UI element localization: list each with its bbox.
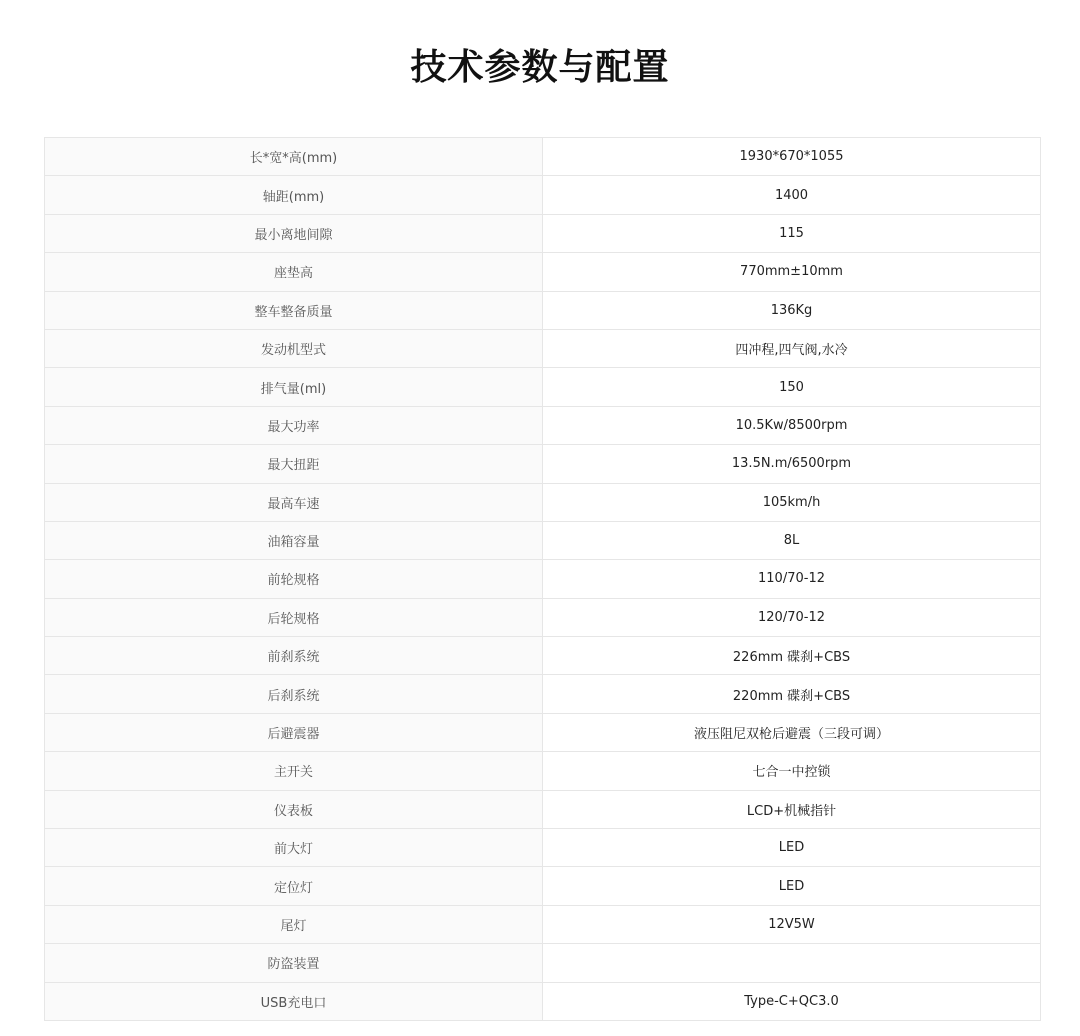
spec-label: 主开关 <box>45 752 543 790</box>
spec-label: 防盗装置 <box>45 944 543 982</box>
spec-value: 115 <box>543 214 1041 252</box>
spec-label: 长*宽*高(mm) <box>45 138 543 176</box>
table-row <box>45 483 1041 521</box>
spec-label: 最大扭距 <box>45 445 543 483</box>
spec-value: 120/70-12 <box>543 598 1041 636</box>
page-title: 技术参数与配置 <box>410 47 670 88</box>
spec-value <box>543 944 1041 982</box>
table-row <box>45 445 1041 483</box>
table-row <box>45 176 1041 214</box>
table-row <box>45 406 1041 444</box>
spec-label: 后避震器 <box>45 713 543 751</box>
spec-value: 150 <box>543 368 1041 406</box>
spec-value: 液压阻尼双枪后避震（三段可调） <box>543 713 1041 751</box>
spec-label: 前刹系统 <box>45 637 543 675</box>
table-row <box>45 713 1041 751</box>
spec-value: 四冲程,四气阀,水冷 <box>543 329 1041 367</box>
table-row <box>45 138 1041 176</box>
table-row <box>45 253 1041 291</box>
table-row <box>45 944 1041 982</box>
spec-value: 226mm 碟刹+CBS <box>543 637 1041 675</box>
spec-label: 前大灯 <box>45 829 543 867</box>
table-row <box>45 329 1041 367</box>
table-row <box>45 521 1041 559</box>
spec-label: 后轮规格 <box>45 598 543 636</box>
spec-value: 105km/h <box>543 483 1041 521</box>
spec-label: 定位灯 <box>45 867 543 905</box>
spec-value: 220mm 碟刹+CBS <box>543 675 1041 713</box>
table-row <box>45 637 1041 675</box>
table-row <box>45 291 1041 329</box>
spec-value: 13.5N.m/6500rpm <box>543 445 1041 483</box>
spec-label: 仪表板 <box>45 790 543 828</box>
table-row <box>45 790 1041 828</box>
table-row <box>45 598 1041 636</box>
spec-value: LCD+机械指针 <box>543 790 1041 828</box>
table-row <box>45 752 1041 790</box>
spec-label: USB充电口 <box>45 982 543 1020</box>
spec-value: 七合一中控锁 <box>543 752 1041 790</box>
table-row <box>45 368 1041 406</box>
table-row <box>45 829 1041 867</box>
table-row <box>45 982 1041 1020</box>
spec-label: 前轮规格 <box>45 560 543 598</box>
spec-value: 8L <box>543 521 1041 559</box>
spec-value: Type-C+QC3.0 <box>543 982 1041 1020</box>
table-row <box>45 675 1041 713</box>
spec-value: 136Kg <box>543 291 1041 329</box>
spec-label: 座垫高 <box>45 253 543 291</box>
spec-value: 110/70-12 <box>543 560 1041 598</box>
spec-value: 770mm±10mm <box>543 253 1041 291</box>
spec-label: 后刹系统 <box>45 675 543 713</box>
table-row <box>45 214 1041 252</box>
spec-value: 1400 <box>543 176 1041 214</box>
spec-label: 轴距(mm) <box>45 176 543 214</box>
spec-label: 排气量(ml) <box>45 368 543 406</box>
spec-value: 10.5Kw/8500rpm <box>543 406 1041 444</box>
spec-label: 尾灯 <box>45 905 543 943</box>
spec-label: 最大功率 <box>45 406 543 444</box>
spec-value: 12V5W <box>543 905 1041 943</box>
table-row <box>45 905 1041 943</box>
table-row <box>45 560 1041 598</box>
spec-value: 1930*670*1055 <box>543 138 1041 176</box>
table-row <box>45 867 1041 905</box>
spec-value: LED <box>543 829 1041 867</box>
spec-label: 整车整备质量 <box>45 291 543 329</box>
spec-label: 最高车速 <box>45 483 543 521</box>
spec-label: 发动机型式 <box>45 329 543 367</box>
spec-table <box>44 137 1041 1021</box>
spec-label: 最小离地间隙 <box>45 214 543 252</box>
spec-label: 油箱容量 <box>45 521 543 559</box>
spec-value: LED <box>543 867 1041 905</box>
